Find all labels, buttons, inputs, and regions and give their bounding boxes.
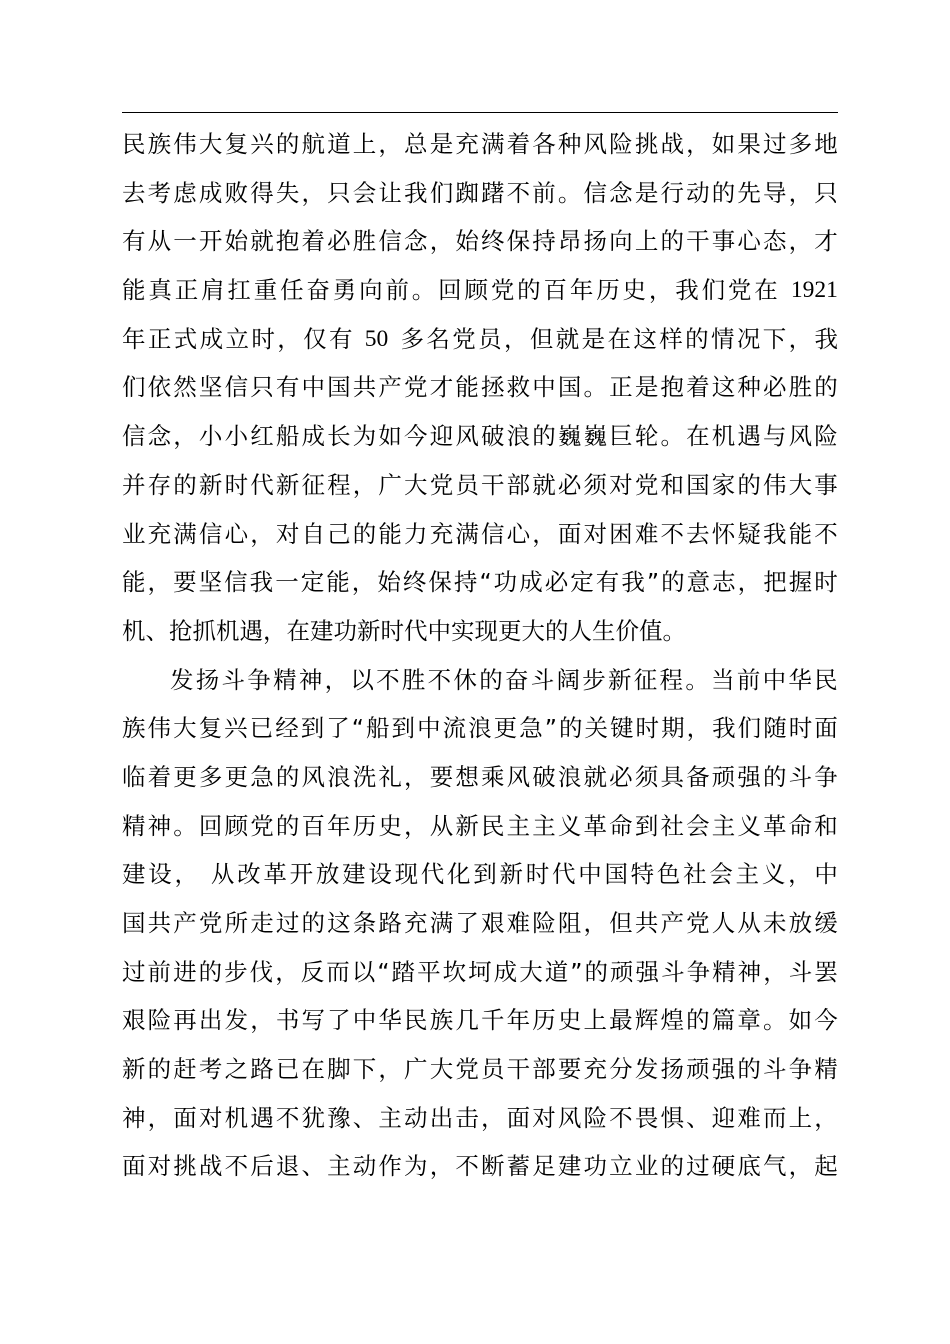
document-body (122, 120, 838, 1191)
text-line: 民 族 伟 大 复 兴 的 航 道 上 ， 总 是 充 满 着 各 种 风 险 挑 战 ， 如 果 过 多 地 (122, 130, 838, 158)
text-line: 机 、 抢 抓 机 遇 ， 在 建 功 新 时 代 中 实 现 更 大 的 人 生 价 值 。 (122, 616, 686, 645)
text-line: 们 依 然 坚 信 只 有 中 国 共 产 党 才 能 拯 救 中 国 。 正 是 抱 着 这 种 必 胜 的 (122, 373, 838, 402)
text-line: 并 存 的 新 时 代 新 征 程 ， 广 大 党 员 干 部 就 必 须 对 党 和 国 家 的 伟 大 事 (122, 470, 838, 499)
text-line: 年 正 式 成 立 时 ， 仅 有 50 多 名 党 员 ， 但 就 是 在 这 样 的 情 况 下 ， 我 (122, 324, 838, 353)
text-line: 有 从 一 开 始 就 抱 着 必 胜 信 念 ， 始 终 保 持 昂 扬 向 上 的 干 事 心 态 ， 才 (122, 227, 838, 256)
text-line: 能 真 正 肩 扛 重 任 奋 勇 向 前 。 回 顾 党 的 百 年 历 史 ， 我 们 党 在 1921 (122, 276, 838, 305)
text-line: 神 ， 面 对 机 遇 不 犹 豫 、 主 动 出 击 ， 面 对 风 险 不 畏 惧 、 迎 难 而 上 ， (122, 1103, 838, 1132)
text-line: 业 充 满 信 心 ， 对 自 己 的 能 力 充 满 信 心 ， 面 对 困 难 不 去 怀 疑 我 能 不 (122, 519, 838, 548)
text-line: 临 着 更 多 更 急 的 风 浪 洗 礼 ， 要 想 乘 风 破 浪 就 必 须 具 备 顽 强 的 斗 争 (122, 762, 838, 791)
text-line: 发 扬 斗 争 精 神 ， 以 不 胜 不 休 的 奋 斗 阔 步 新 征 程 。 当 前 中 华 民 (170, 665, 838, 694)
text-line: 新 的 赶 考 之 路 已 在 脚 下 ， 广 大 党 员 干 部 要 充 分 发 扬 顽 强 的 斗 争 精 (122, 1055, 838, 1084)
text-line: 信 念 ， 小 小 红 船 成 长 为 如 今 迎 风 破 浪 的 巍 巍 巨 轮 。 在 机 遇 与 风 险 (122, 422, 838, 451)
text-line: 面 对 挑 战 不 后 退 、 主 动 作 为 ， 不 断 蓄 足 建 功 立 业 的 过 硬 底 气 ， 起 (122, 1152, 838, 1181)
text-line: 建 设 ， 从 改 革 开 放 建 设 现 代 化 到 新 时 代 中 国 特 色 社 会 主 义 ， 中 (122, 860, 838, 889)
text-line: 族 伟 大 复 兴 已 经 到 了 “ 船 到 中 流 浪 更 急 ” 的 关 键 时 期 ， 我 们 随 时 面 (122, 714, 838, 743)
text-line: 艰 险 再 出 发 ， 书 写 了 中 华 民 族 几 千 年 历 史 上 最 辉 煌 的 篇 章 。 如 今 (122, 1006, 838, 1035)
text-line: 精 神 。 回 顾 党 的 百 年 历 史 ， 从 新 民 主 主 义 革 命 到 社 会 主 义 革 命 和 (122, 811, 838, 840)
text-line: 过 前 进 的 步 伐 ， 反 而 以 “ 踏 平 坎 坷 成 大 道 ” 的 顽 强 斗 争 精 神 ， 斗 罢 (122, 957, 838, 986)
text-line: 去 考 虑 成 败 得 失 ， 只 会 让 我 们 踟 躇 不 前 。 信 念 是 行 动 的 先 导 ， 只 (122, 178, 838, 207)
text-line: 国 共 产 党 所 走 过 的 这 条 路 充 满 了 艰 难 险 阻 ， 但 共 产 党 人 从 未 放 缓 (122, 909, 838, 937)
header-rule (122, 112, 838, 113)
text-line: 能 ， 要 坚 信 我 一 定 能 ， 始 终 保 持 “ 功 成 必 定 有 我 ” 的 意 志 ， 把 握 时 (122, 568, 838, 597)
